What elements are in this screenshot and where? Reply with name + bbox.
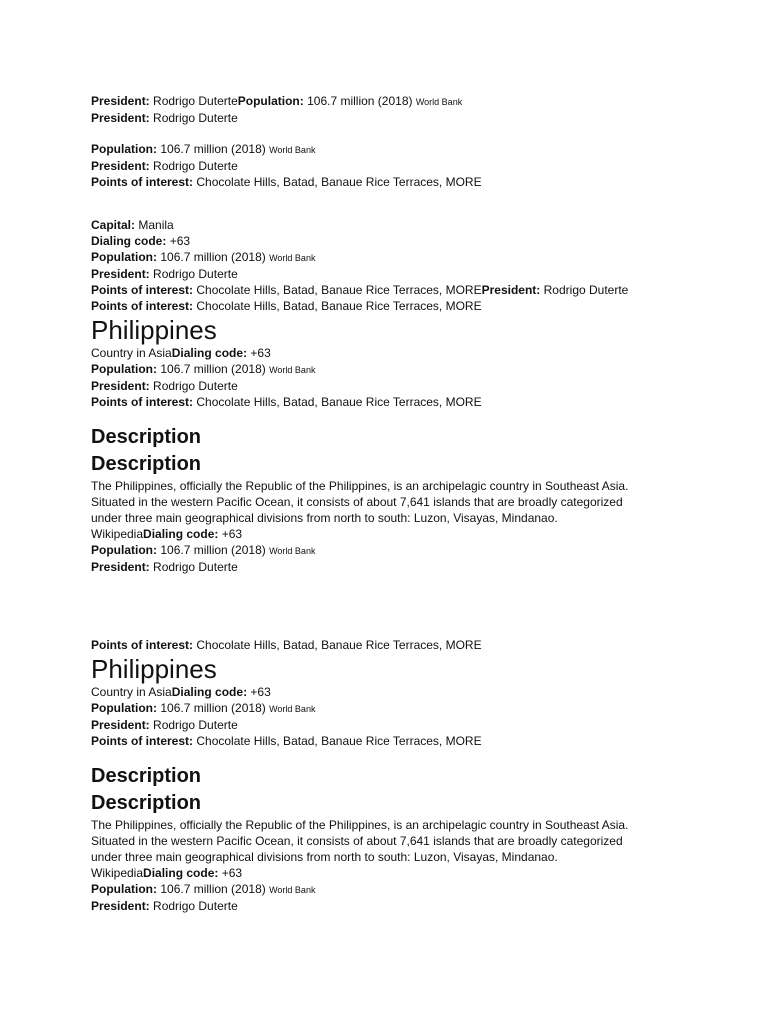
dialing-label: Dialing code:: [91, 234, 167, 248]
president-row: [91, 266, 671, 282]
points-label: Points of interest:: [91, 638, 194, 652]
dialing-code-row: [91, 233, 671, 249]
dialing-value: +63: [169, 234, 191, 248]
president-label: President:: [91, 560, 150, 574]
description-paragraph: [91, 478, 651, 542]
president-value: Rodrigo Duterte: [153, 267, 238, 281]
population-value: 106.7 million (2018): [160, 882, 266, 896]
entity-subtitle: Country in Asia: [91, 685, 172, 699]
description-text: The Philippines, officially the Republic of the Philippines, is an archipelagic country in Southeast Asia. Situated in the western Pacific Ocean, it consists of about 7,641 islands that are broadly categorized under three main geographical divisions from north to south: Luzon, Visayas, Mindanao.: [91, 479, 629, 525]
entity-title: Philippines: [91, 315, 217, 345]
president-population-row: [91, 93, 671, 110]
dialing-label: Dialing code:: [171, 685, 248, 699]
capital-label: Capital:: [91, 218, 136, 232]
president-label: President:: [91, 111, 150, 125]
page-content: [91, 93, 671, 914]
description-heading: Description: [91, 426, 202, 448]
points-value: Chocolate Hills, Batad, Banaue Rice Terraces, MORE: [196, 175, 482, 189]
population-label: Population:: [91, 882, 157, 896]
population-row: [91, 361, 671, 378]
capital-row: [91, 217, 671, 233]
population-source: World Bank: [269, 704, 316, 714]
population-label: Population:: [91, 701, 157, 715]
population-label: Population:: [91, 543, 157, 557]
points-label: Points of interest:: [91, 283, 194, 297]
population-row: [91, 249, 671, 266]
president-row: [91, 110, 671, 126]
population-source: World Bank: [269, 546, 316, 556]
president-row: [91, 717, 671, 733]
population-value: 106.7 million (2018): [160, 142, 266, 156]
president-row: [91, 559, 671, 575]
president-value: Rodrigo Duterte: [153, 899, 238, 913]
population-label: Population:: [91, 362, 157, 376]
population-row: [91, 881, 671, 898]
population-source: World Bank: [269, 253, 316, 263]
population-source: World Bank: [415, 97, 463, 107]
population-value: 106.7 million (2018): [160, 362, 266, 376]
president-row: [91, 378, 671, 394]
points-president-row: [91, 282, 651, 298]
population-row: [91, 700, 671, 717]
dialing-value: +63: [221, 866, 243, 880]
population-source: World Bank: [269, 145, 316, 155]
president-value: Rodrigo Duterte: [153, 560, 238, 574]
president-value: Rodrigo Duterte: [153, 111, 238, 125]
population-row: [91, 542, 671, 559]
points-of-interest-row: [91, 394, 671, 410]
president-label: President:: [91, 267, 150, 281]
population-label: Population:: [237, 94, 304, 108]
points-of-interest-row: [91, 637, 671, 653]
dialing-value: +63: [250, 346, 271, 360]
president-value: Rodrigo Duterte: [153, 718, 238, 732]
entity-subtitle: Country in Asia: [91, 346, 172, 360]
president-value: Rodrigo Duterte: [543, 283, 629, 297]
description-heading: Description: [91, 792, 202, 814]
entity-title: Philippines: [91, 654, 217, 684]
president-label: President:: [91, 379, 150, 393]
points-of-interest-row: [91, 174, 671, 190]
points-value: Chocolate Hills, Batad, Banaue Rice Terraces, MORE: [196, 395, 482, 409]
population-value: 106.7 million (2018): [307, 94, 413, 108]
population-label: Population:: [91, 250, 157, 264]
description-paragraph: [91, 817, 651, 881]
points-of-interest-row: [91, 298, 671, 314]
president-row: [91, 898, 671, 914]
capital-value: Manila: [138, 218, 174, 232]
president-label: President:: [481, 283, 541, 297]
population-source: World Bank: [269, 885, 316, 895]
president-value: Rodrigo Duterte: [153, 379, 238, 393]
president-value: Rodrigo Duterte: [153, 159, 238, 173]
points-label: Points of interest:: [91, 395, 194, 409]
president-value: Rodrigo Duterte: [153, 94, 238, 108]
description-heading: Description: [91, 453, 202, 475]
population-value: 106.7 million (2018): [160, 250, 266, 264]
points-value: Chocolate Hills, Batad, Banaue Rice Terraces, MORE: [196, 283, 482, 297]
population-source: World Bank: [269, 365, 316, 375]
points-value: Chocolate Hills, Batad, Banaue Rice Terraces, MORE: [196, 299, 482, 313]
president-label: President:: [91, 899, 150, 913]
population-value: 106.7 million (2018): [160, 701, 266, 715]
dialing-value: +63: [250, 685, 271, 699]
subtitle-dialing-row: [91, 345, 671, 361]
points-value: Chocolate Hills, Batad, Banaue Rice Terraces, MORE: [196, 638, 482, 652]
president-row: [91, 158, 671, 174]
president-label: President:: [91, 159, 150, 173]
points-label: Points of interest:: [91, 175, 194, 189]
description-source: Wikipedia: [91, 866, 144, 880]
description-source: Wikipedia: [91, 527, 144, 541]
president-label: President:: [91, 718, 150, 732]
population-label: Population:: [91, 142, 157, 156]
description-text: The Philippines, officially the Republic of the Philippines, is an archipelagic country in Southeast Asia. Situated in the western Pacific Ocean, it consists of about 7,641 islands that are broadly categorized under three main geographical divisions from north to south: Luzon, Visayas, Mindanao.: [91, 818, 629, 864]
dialing-label: Dialing code:: [143, 866, 219, 880]
dialing-label: Dialing code:: [171, 346, 248, 360]
dialing-value: +63: [221, 527, 243, 541]
points-value: Chocolate Hills, Batad, Banaue Rice Terraces, MORE: [196, 734, 482, 748]
description-heading: Description: [91, 765, 202, 787]
points-label: Points of interest:: [91, 734, 194, 748]
dialing-label: Dialing code:: [143, 527, 219, 541]
president-label: President:: [91, 94, 150, 108]
points-label: Points of interest:: [91, 299, 194, 313]
points-of-interest-row: [91, 733, 671, 749]
population-row: [91, 141, 671, 158]
population-value: 106.7 million (2018): [160, 543, 266, 557]
subtitle-dialing-row: [91, 684, 671, 700]
